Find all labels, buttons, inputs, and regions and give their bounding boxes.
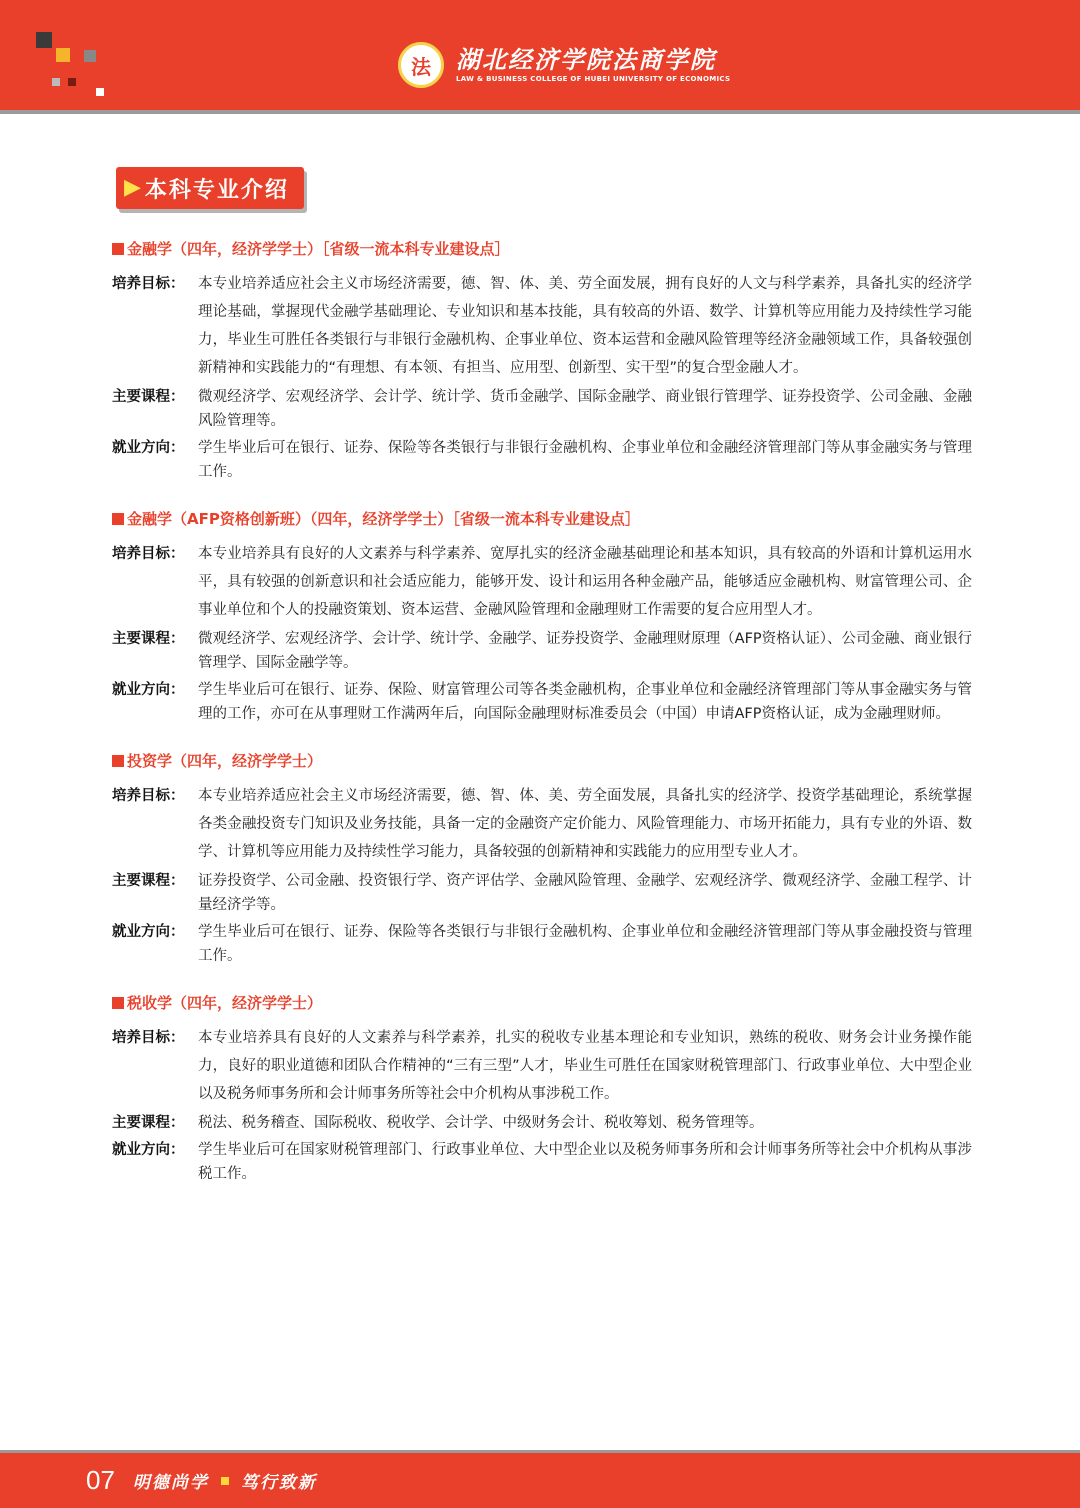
major-title-text: 投资学（四年，经济学学士） — [127, 752, 323, 770]
goal-label: 培养目标： — [112, 546, 185, 562]
career-text: 学生毕业后可在银行、证券、保险等各类银行与非银行金融机构、企事业单位和金融经济管理部门等从事金融投资与管理工作。 — [198, 924, 972, 964]
courses-row — [112, 869, 972, 917]
major-block — [112, 990, 972, 1186]
decor-square — [68, 78, 76, 86]
career-row — [112, 436, 972, 484]
goal-row — [112, 540, 972, 624]
page-header — [0, 0, 1080, 114]
courses-row — [112, 627, 972, 675]
career-label: 就业方向： — [112, 440, 185, 456]
goal-text: 本专业培养具有良好的人文素养与科学素养、宽厚扎实的经济金融基础理论和基本知识，具有较高的外语和计算机运用水平，具有较强的创新意识和社会适应能力，能够开发、设计和运用各种金融产品，能够适应金融机构、财富管理公司、企事业单位和个人的投融资策划、资本运营、金融风险管理和金融理财工作需要的复合应用型人才。 — [198, 546, 972, 618]
courses-text: 税法、税务稽查、国际税收、税收学、会计学、中级财务会计、税收筹划、税务管理等。 — [198, 1115, 764, 1131]
motto-right: 笃行致新 — [240, 1473, 317, 1493]
page-number: 07 — [86, 1465, 115, 1495]
courses-row — [112, 1111, 972, 1135]
courses-row — [112, 385, 972, 433]
red-square-icon — [112, 513, 124, 525]
decor-square — [96, 88, 104, 96]
career-row — [112, 1138, 972, 1186]
red-square-icon — [112, 997, 124, 1009]
college-name — [456, 46, 730, 84]
decor-square — [56, 48, 70, 62]
major-title — [112, 748, 972, 774]
courses-label: 主要课程： — [112, 389, 185, 405]
career-row — [112, 678, 972, 726]
courses-label: 主要课程： — [112, 1115, 185, 1131]
major-title — [112, 990, 972, 1016]
college-emblem-icon: 法 — [398, 42, 444, 88]
red-square-icon — [112, 755, 124, 767]
red-square-icon — [112, 243, 124, 255]
career-label: 就业方向： — [112, 1142, 185, 1158]
career-text: 学生毕业后可在银行、证券、保险、财富管理公司等各类金融机构，企事业单位和金融经济管理部门等从事金融实务与管理的工作，亦可在从事理财工作满两年后，向国际金融理财标准委员会（中国）申请AFP资格认证，成为金融理财师。 — [198, 682, 972, 722]
career-text: 学生毕业后可在银行、证券、保险等各类银行与非银行金融机构、企事业单位和金融经济管理部门等从事金融实务与管理工作。 — [198, 440, 972, 480]
major-block — [112, 236, 972, 484]
section-title: 本科专业介绍 — [144, 177, 289, 203]
courses-label: 主要课程： — [112, 873, 185, 889]
courses-text: 证券投资学、公司金融、投资银行学、资产评估学、金融风险管理、金融学、宏观经济学、微观经济学、金融工程学、计量经济学等。 — [198, 873, 972, 913]
motto — [133, 1468, 317, 1493]
college-name-cn: 湖北经济学院法商学院 — [456, 45, 716, 74]
goal-row — [112, 1024, 972, 1108]
decor-square — [36, 32, 52, 48]
motto-separator-icon — [221, 1477, 229, 1485]
major-block — [112, 748, 972, 968]
goal-text: 本专业培养适应社会主义市场经济需要，德、智、体、美、劳全面发展，拥有良好的人文与科学素养，具备扎实的经济学理论基础，掌握现代金融学基础理论、专业知识和基本技能，具有较高的外语、数学、计算机等应用能力及持续性学习能力，毕业生可胜任各类银行与非银行金融机构、企事业单位、资本运营和金融风险管理等经济金融领域工作，具备较强创新精神和实践能力的“有理想、有本领、有担当、应用型、创新型、实干型”的复合型金融人才。 — [198, 276, 972, 376]
goal-row — [112, 270, 972, 382]
career-label: 就业方向： — [112, 924, 185, 940]
motto-left: 明德尚学 — [132, 1473, 209, 1493]
major-title-text: 金融学（四年，经济学学士）［省级一流本科专业建设点］ — [127, 240, 510, 258]
section-banner — [116, 167, 304, 209]
career-row — [112, 920, 972, 968]
major-title — [112, 506, 972, 532]
major-title-text: 税收学（四年，经济学学士） — [127, 994, 323, 1012]
major-block — [112, 506, 972, 726]
college-name-en: LAW & BUSINESS COLLEGE OF HUBEI UNIVERSITY OF ECONOMICS — [456, 75, 731, 83]
decor-square — [84, 50, 96, 62]
goal-text: 本专业培养适应社会主义市场经济需要，德、智、体、美、劳全面发展，具备扎实的经济学、投资学基础理论，系统掌握各类金融投资专门知识及业务技能，具备一定的金融资产定价能力、风险管理能力、市场开拓能力，具有专业的外语、数学、计算机等应用能力及持续性学习能力，具备较强的创新精神和实践能力的应用型专业人才。 — [198, 788, 972, 860]
courses-text: 微观经济学、宏观经济学、会计学、统计学、货币金融学、国际金融学、商业银行管理学、证券投资学、公司金融、金融风险管理等。 — [198, 389, 972, 429]
college-logo — [398, 40, 730, 90]
major-title-text: 金融学（AFP资格创新班）（四年，经济学学士）［省级一流本科专业建设点］ — [127, 510, 640, 528]
career-label: 就业方向： — [112, 682, 185, 698]
major-title — [112, 236, 972, 262]
goal-label: 培养目标： — [112, 1030, 185, 1046]
page-footer — [0, 1453, 1080, 1508]
career-text: 学生毕业后可在国家财税管理部门、行政事业单位、大中型企业以及税务师事务所和会计师事务所等社会中介机构从事涉税工作。 — [198, 1142, 972, 1182]
goal-label: 培养目标： — [112, 276, 185, 292]
goal-label: 培养目标： — [112, 788, 185, 804]
goal-text: 本专业培养具有良好的人文素养与科学素养，扎实的税收专业基本理论和专业知识，熟练的税收、财务会计业务操作能力，良好的职业道德和团队合作精神的“三有三型”人才，毕业生可胜任在国家财税管理部门、行政事业单位、大中型企业以及税务师事务所和会计师事务所等社会中介机构从事涉税工作。 — [198, 1030, 972, 1102]
goal-row — [112, 782, 972, 866]
courses-label: 主要课程： — [112, 631, 185, 647]
majors-list — [112, 236, 972, 1208]
decor-square — [52, 78, 60, 86]
courses-text: 微观经济学、宏观经济学、会计学、统计学、金融学、证券投资学、金融理财原理（AFP资格认证）、公司金融、商业银行管理学、国际金融学等。 — [198, 631, 972, 671]
play-arrow-icon: ▶ — [124, 175, 141, 200]
